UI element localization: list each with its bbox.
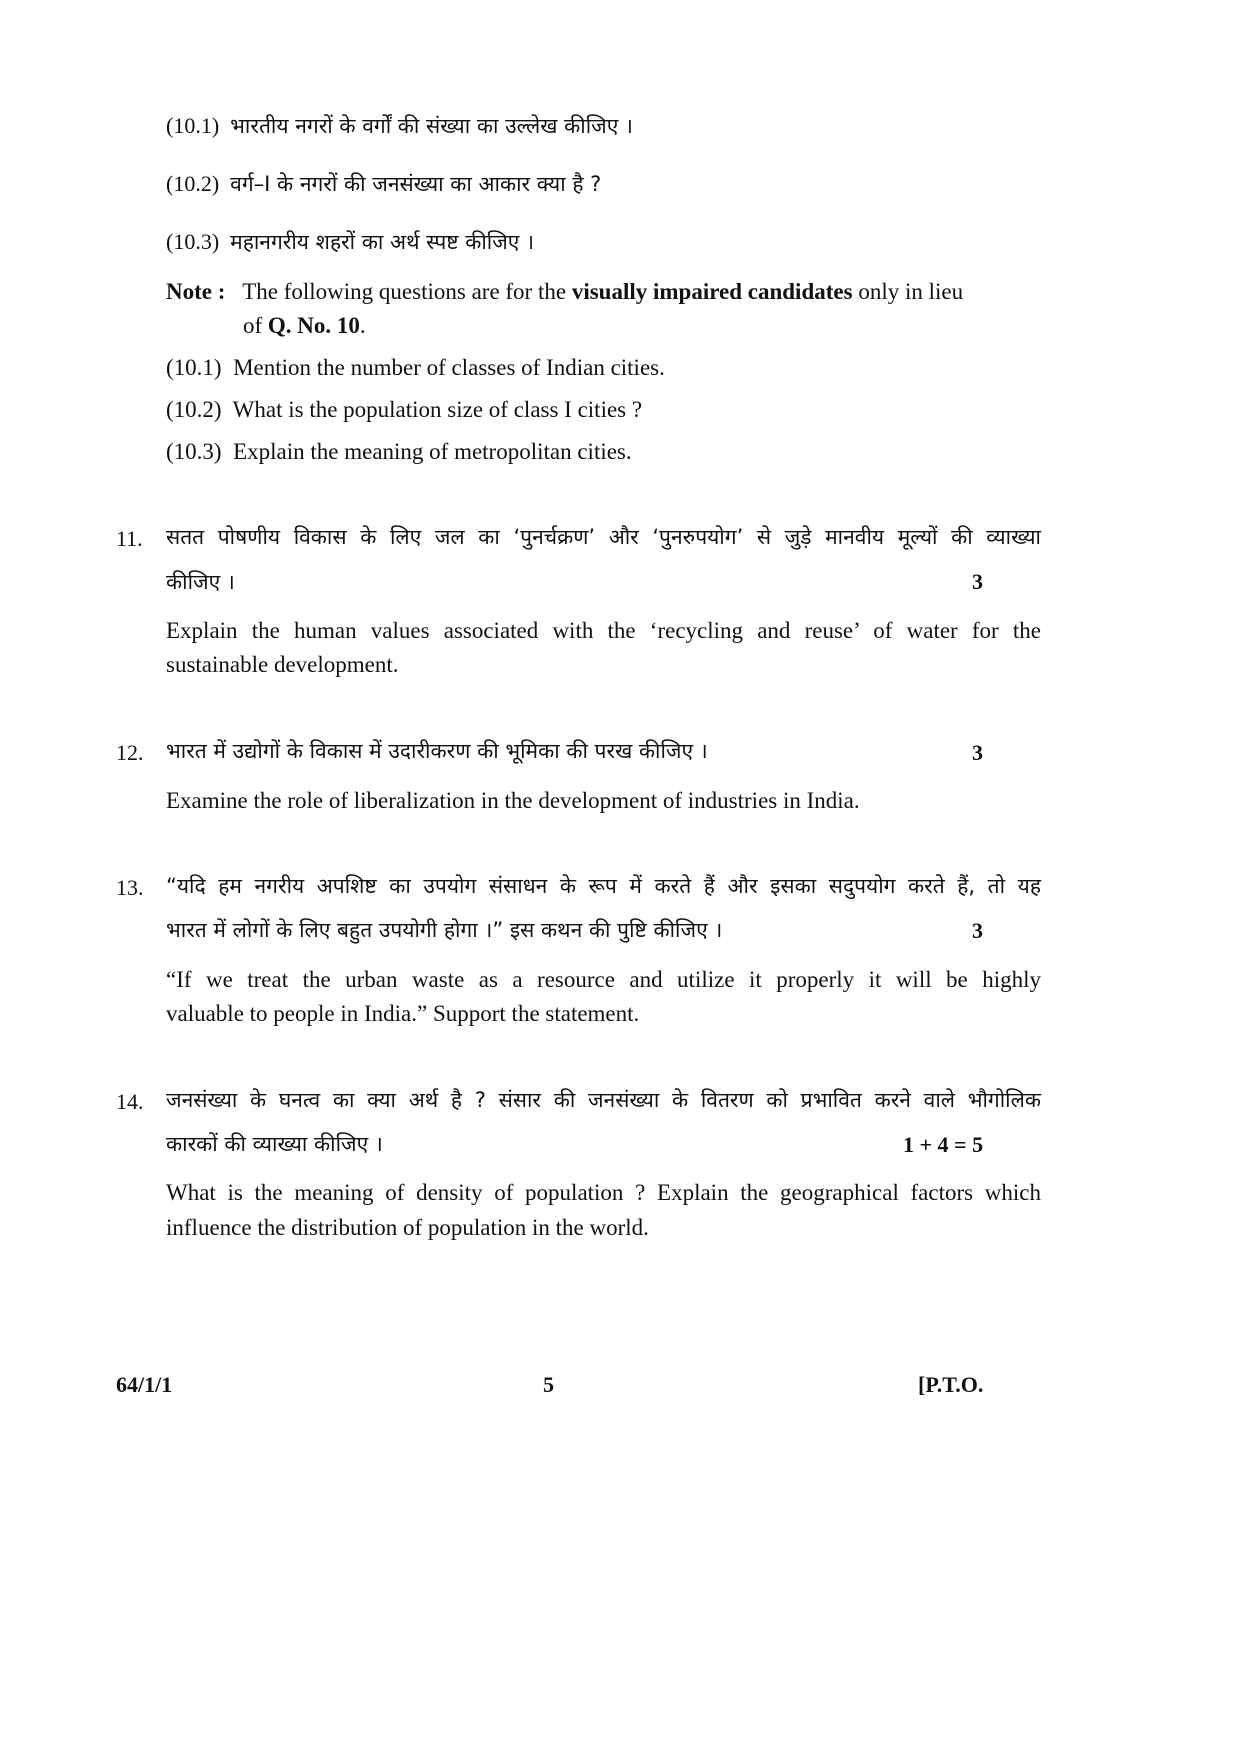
paper-code: 64/1/1 bbox=[116, 1372, 173, 1397]
sub-question-text: What is the population size of class I cities ? bbox=[232, 397, 643, 422]
q10-hindi-3 bbox=[166, 227, 534, 257]
question-12-marks: 3 bbox=[972, 740, 983, 765]
question-13-hindi-line-2: भारत में लोगों के लिए बहुत उपयोगी होगा ।” इस कथन की पुष्टि कीजिए । bbox=[166, 918, 723, 942]
question-11-hindi-line-1: सतत पोषणीय विकास के लिए जल का ‘पुनर्चक्रण’ और ‘पुनरुपयोग’ से जुड़े मानवीय मूल्यों की व्याख्या bbox=[166, 525, 1041, 549]
sub-question-number: (10.2) bbox=[166, 171, 220, 196]
note-text-after: only in lieu bbox=[858, 279, 964, 304]
question-13-hindi-line-1: “यदि हम नगरीय अपशिष्ट का उपयोग संसाधन के रूप में करते हैं और इसका सदुपयोग करते हैं, तो यह bbox=[166, 874, 1041, 898]
sub-question-text: महानगरीय शहरों का अर्थ स्पष्ट कीजिए । bbox=[230, 230, 535, 254]
sub-question-number: (10.2) bbox=[166, 397, 222, 422]
question-11-number: 11. bbox=[116, 526, 143, 551]
question-12-english-line-1: Examine the role of liberalization in the development of industries in India. bbox=[166, 788, 860, 813]
note-line-2 bbox=[243, 311, 366, 341]
question-14-number: 14. bbox=[116, 1089, 144, 1114]
question-12-number: 12. bbox=[116, 740, 144, 765]
note-line2-suffix: . bbox=[359, 313, 366, 338]
note-bold-phrase: visually impaired candidates bbox=[571, 279, 853, 304]
note-text-before: The following questions are for the bbox=[242, 279, 567, 304]
question-13-marks: 3 bbox=[972, 918, 983, 943]
sub-question-number: (10.3) bbox=[166, 229, 220, 254]
sub-question-text: Mention the number of classes of Indian cities. bbox=[233, 355, 665, 380]
q10-english-2 bbox=[166, 395, 642, 425]
note-line2-bold: Q. No. 10 bbox=[267, 313, 360, 338]
sub-question-text: वर्ग–I के नगरों की जनसंख्या का आकार क्या है ? bbox=[230, 172, 602, 196]
please-turn-over: [P.T.O. bbox=[918, 1372, 984, 1397]
sub-question-number: (10.1) bbox=[166, 113, 220, 138]
question-11-hindi-line-2: कीजिए । bbox=[166, 570, 235, 594]
question-13-number: 13. bbox=[116, 875, 144, 900]
question-11-english-line-2: sustainable development. bbox=[166, 652, 399, 677]
sub-question-number: (10.3) bbox=[166, 439, 222, 464]
note-line2-prefix: of bbox=[243, 313, 263, 338]
note-label: Note : bbox=[166, 279, 226, 304]
question-14-hindi-line-2: कारकों की व्याख्या कीजिए । bbox=[166, 1132, 383, 1156]
question-14-marks: 1 + 4 = 5 bbox=[903, 1132, 984, 1157]
sub-question-text: भारतीय नगरों के वर्गों की संख्या का उल्लेख कीजिए । bbox=[230, 114, 633, 138]
question-14-english-line-1: What is the meaning of density of population ? Explain the geographical factors which bbox=[166, 1180, 1041, 1205]
question-11-english-line-1: Explain the human values associated with the ‘recycling and reuse’ of water for the bbox=[166, 618, 1041, 643]
question-14-hindi-line-1: जनसंख्या के घनत्व का क्या अर्थ है ? संसार की जनसंख्या के वितरण को प्रभावित करने वाले भौगोलिक bbox=[166, 1088, 1041, 1112]
question-12-hindi-line-1: भारत में उद्योगों के विकास में उदारीकरण की भूमिका की परख कीजिए । bbox=[166, 739, 708, 763]
sub-question-number: (10.1) bbox=[166, 355, 222, 380]
q10-hindi-1 bbox=[166, 111, 633, 141]
q10-english-1 bbox=[166, 353, 665, 383]
q10-hindi-2 bbox=[166, 169, 601, 199]
question-14-english-line-2: influence the distribution of population in the world. bbox=[166, 1215, 649, 1240]
question-13-english-line-1: “If we treat the urban waste as a resource and utilize it properly it will be highly bbox=[166, 967, 1041, 992]
page-number: 5 bbox=[543, 1372, 554, 1397]
q10-english-3 bbox=[166, 437, 632, 467]
question-13-english-line-2: valuable to people in India.” Support the statement. bbox=[166, 1001, 640, 1026]
note-line-1 bbox=[166, 277, 963, 307]
question-11-marks: 3 bbox=[972, 569, 983, 594]
sub-question-text: Explain the meaning of metropolitan cities. bbox=[233, 439, 632, 464]
